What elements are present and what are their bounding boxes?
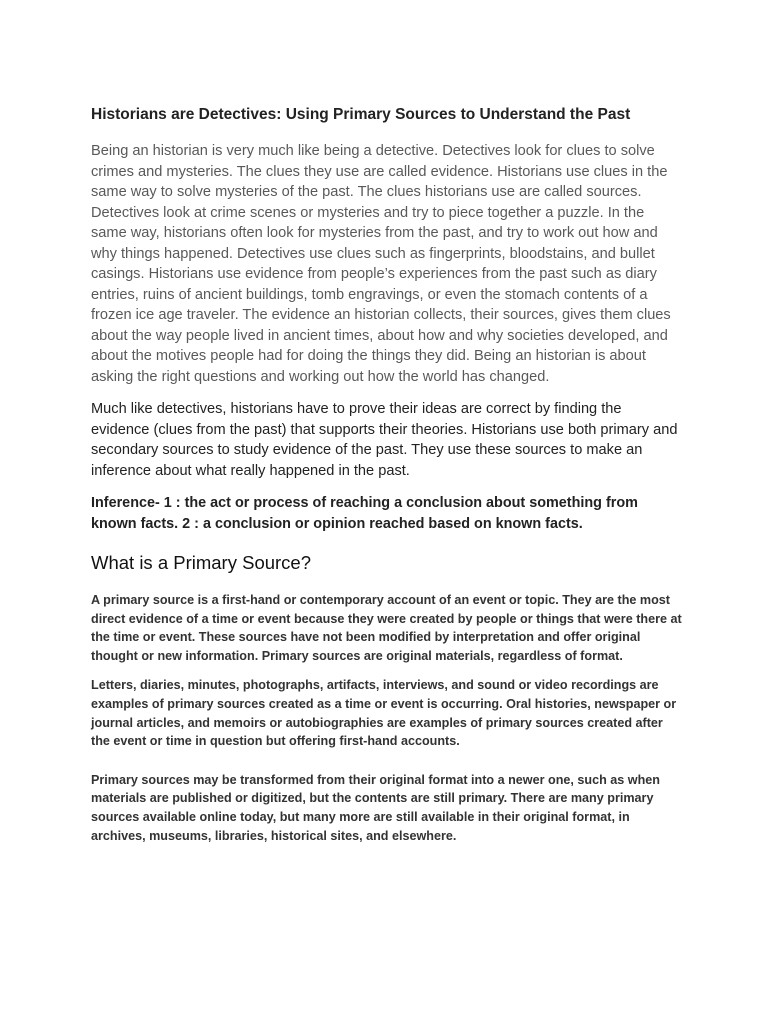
detectives-paragraph: Much like detectives, historians have to prove their ideas are correct by finding the evidence (clues from the past) that supports their theories. Historians use both primary and secondary sources to study evidence of the past. They use these sources to make an inference about what really happened in the past. <box>91 401 678 479</box>
inference-definition: Inference- 1 : the act or process of reaching a conclusion about something from known facts. 2 : a conclusion or opinion reached based on known facts. <box>91 495 638 532</box>
intro-paragraph: Being an historian is very much like being a detective. Detectives look for clues to solve crimes and mysteries. The clues they use are called evidence. Historians use clues in the same way to solve mysteries of the past. The clues historians use are called sources. Detectives look at crime scenes or mysteries and try to piece together a puzzle. In the same way, historians often look for mysteries from the past, and try to work out how and why things happened. Detectives use clues such as fingerprints, bloodstains, and bullet casings. Historians use evidence from people’s experiences from the past such as diary entries, ruins of ancient buildings, tomb engravings, or even the stomach contents of a frozen ice age traveler. The evidence an historian collects, their sources, gives them clues about the way people lived in ancient times, about how and why societies developed, and about the motives people had for doing the things they did. Being an historian is about asking the right questions and working out how the world has changed. <box>91 143 671 385</box>
document-page <box>91 104 683 856</box>
section-heading: What is a Primary Source? <box>91 552 312 573</box>
primary-source-formats-paragraph: Primary sources may be transformed from their original format into a newer one, such as when materials are published or digitized, but the contents are still primary. There are many primary sources available online today, but many more are still available in their original format, in archives, museums, libraries, historical sites, and elsewhere. <box>91 772 660 843</box>
primary-source-examples-paragraph: Letters, diaries, minutes, photographs, artifacts, interviews, and sound or video recordings are examples of primary sources created as a time or event is occurring. Oral histories, newspaper or journal articles, and memoirs or autobiographies are examples of primary sources created after the event or time in question but offering first-hand accounts. <box>91 678 677 749</box>
primary-source-definition-paragraph: A primary source is a first-hand or contemporary account of an event or topic. They are the most direct evidence of a time or event because they were created by people or things that were there at the time or event. These sources have not been modified by interpretation and offer original thought or new information. Primary sources are original materials, regardless of format. <box>91 593 682 663</box>
document-title: Historians are Detectives: Using Primary Sources to Understand the Past <box>91 106 631 123</box>
